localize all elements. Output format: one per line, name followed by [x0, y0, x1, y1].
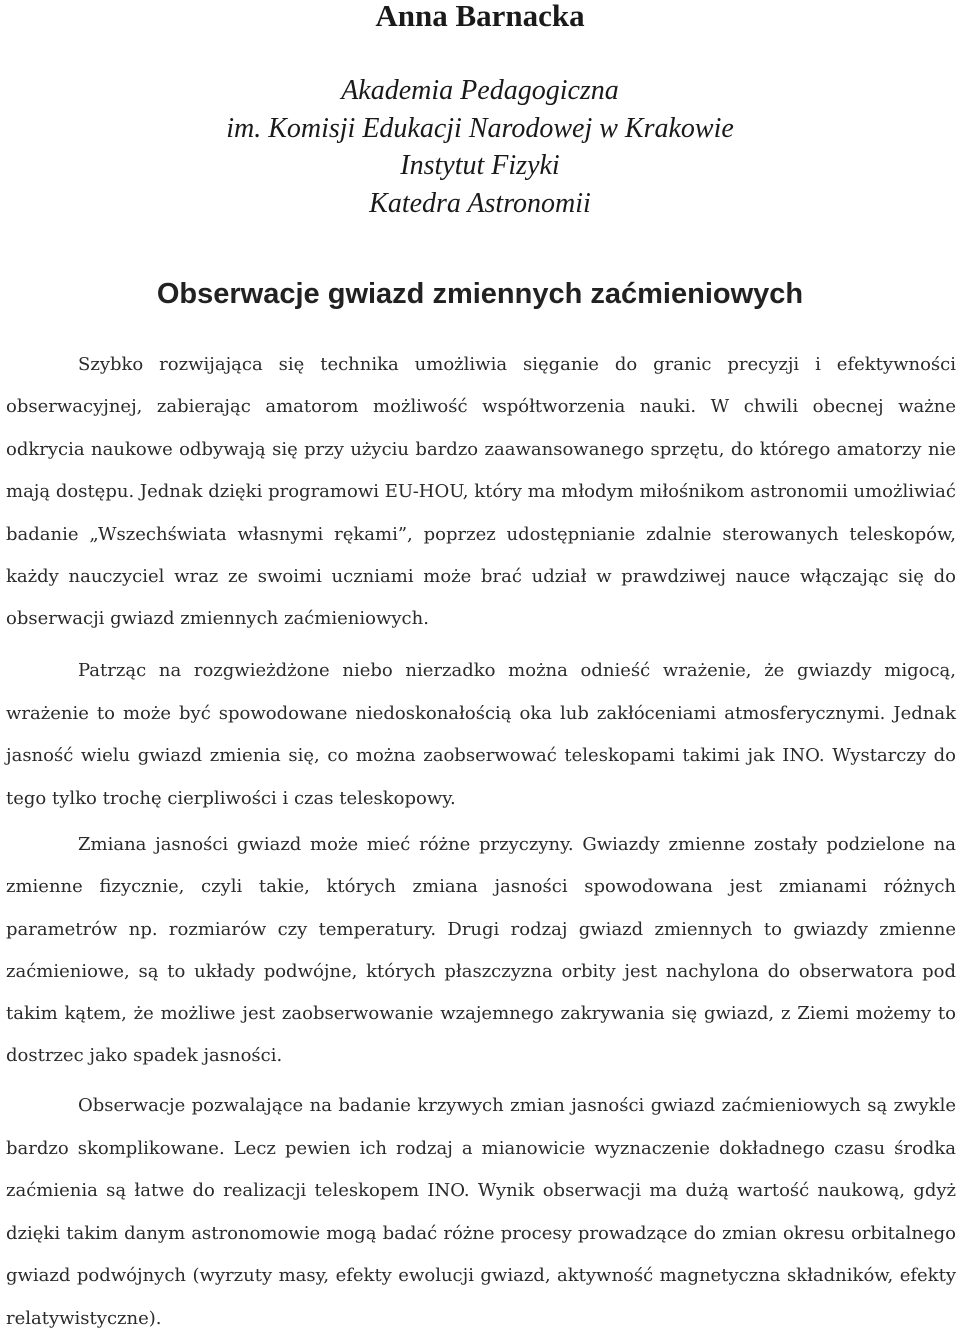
- affiliation-line: im. Komisji Edukacji Narodowej w Krakowie: [226, 112, 734, 144]
- affiliation-line: Katedra Astronomii: [369, 187, 591, 219]
- paragraph: Szybko rozwijająca się technika umożliwia sięganie do granic precyzji i efektywności obserwacyjnej, zabierając amatorom możliwość współtworzenia nauki. W chwili obecnej ważne odkrycia naukowe odbywają się przy użyciu bardzo zaawansowanego sprzętu, do którego amatorzy nie mają dostępu. Jednak dzięki programowi EU-HOU, który ma młodym miłośnikom astronomii umożliwiać badanie „Wszechświata własnymi rękami”, poprzez udostępnianie zdalnie sterowanych teleskopów, każdy nauczyciel wraz ze swoimi uczniami może brać udział w prawdziwej nauce włączając się do obserwacji gwiazd zmiennych zaćmieniowych.: [6, 354, 956, 630]
- article-title: Obserwacje gwiazd zmiennych zaćmieniowych: [156, 278, 804, 310]
- affiliation-line: Akademia Pedagogiczna: [341, 75, 619, 106]
- paragraph: Patrząc na rozgwieżdżone niebo nierzadko można odnieść wrażenie, że gwiazdy migocą, wrażenie to może być spowodowane niedoskonałością oka lub zakłóceniami atmosferycznymi. Jednak jasność wielu gwiazd zmienia się, co można zaobserwować teleskopami takimi jak INO. Wystarczy do tego tylko trochę cierpliwości i czas teleskopowy.: [6, 660, 956, 809]
- paragraph: Obserwacje pozwalające na badanie krzywych zmian jasności gwiazd zaćmieniowych są zwykle bardzo skomplikowane. Lecz pewien ich rodzaj a mianowicie wyznaczenie dokładnego czasu środka zaćmienia są łatwe do realizacji teleskopem INO. Wynik obserwacji ma dużą wartość naukową, gdyż dzięki takim danym astronomowie mogą badać różne procesy prowadzące do zmian okresu orbitalnego gwiazd podwójnych (wyrzuty masy, efekty ewolucji gwiazd, aktywność magnetyczna składników, efekty relatywistyczne).: [6, 1095, 956, 1329]
- paragraph: Zmiana jasności gwiazd może mieć różne przyczyny. Gwiazdy zmienne zostały podzielone na zmienne fizycznie, czyli takie, których zmiana jasności spowodowana jest zmianami różnych parametrów np. rozmiarów czy temperatury. Drugi rodzaj gwiazd zmiennych to gwiazdy zmienne zaćmieniowe, są to układy podwójne, których płaszczyzna orbity jest nachylona do obserwatora pod takim kątem, że możliwe jest zaobserwowanie wzajemnego zakrywania się gwiazd, z Ziemi możemy to dostrzec jako spadek jasności.: [6, 834, 956, 1067]
- author-name: Anna Barnacka: [375, 0, 585, 33]
- affiliation-block: [0, 72, 960, 222]
- affiliation-line: Instytut Fizyki: [400, 150, 560, 181]
